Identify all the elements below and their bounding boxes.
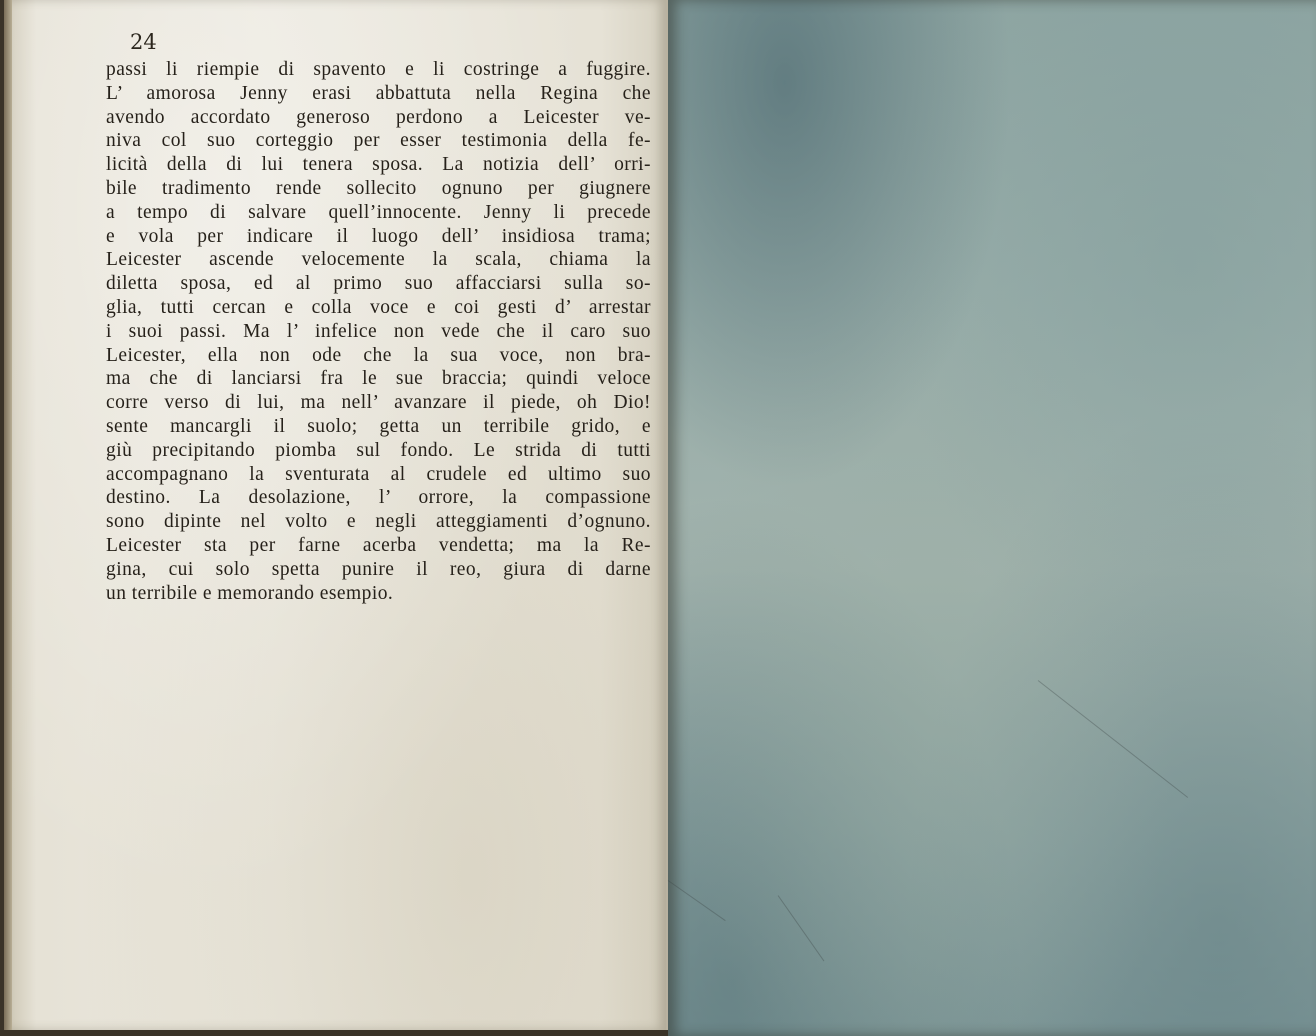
left-page — [10, 0, 668, 1030]
paper-crease — [668, 880, 726, 921]
text-line: un terribile e memorando esempio. — [106, 582, 394, 604]
text-line: accompagnano la sventurata al crudele ed ultimo suo — [106, 463, 651, 485]
text-line: bile tradimento rende sollecito ognuno per giugnere — [106, 177, 651, 199]
text-line: passi li riempie di spavento e li costringe a fuggire. — [106, 59, 651, 80]
text-line: licità della di lui tenera sposa. La notizia dell’ orri- — [106, 154, 651, 176]
text-line: e vola per indicare il luogo dell’ insidiosa trama; — [106, 225, 651, 247]
paper-crease — [1038, 680, 1188, 798]
page-text — [106, 58, 651, 605]
text-line: Leicester ascende velocemente la scala, chiama la — [106, 249, 651, 271]
text-line: gina, cui solo spetta punire il reo, giura di darne — [106, 558, 651, 580]
page-number: 24 — [130, 30, 157, 54]
blank-cover-page — [668, 0, 1316, 1036]
text-line: sente mancargli il suolo; getta un terribile grido, e — [106, 415, 651, 437]
text-line: Leicester, ella non ode che la sua voce, non bra- — [106, 344, 651, 366]
text-line: glia, tutti cercan e colla voce e coi gesti d’ arrestar — [106, 296, 651, 318]
text-line: niva col suo corteggio per esser testimonia della fe- — [106, 130, 651, 152]
text-line: corre verso di lui, ma nell’ avanzare il piede, oh Dio! — [106, 392, 651, 414]
text-line: a tempo di salvare quell’innocente. Jenny li precede — [106, 201, 651, 223]
text-line: sono dipinte nel volto e negli atteggiamenti d’ognuno. — [106, 511, 651, 533]
text-line: L’ amorosa Jenny erasi abbattuta nella Regina che — [106, 82, 651, 104]
text-line: ma che di lanciarsi fra le sue braccia; quindi veloce — [106, 368, 651, 390]
text-line: destino. La desolazione, l’ orrore, la compassione — [106, 487, 651, 509]
paper-crease — [778, 895, 825, 961]
text-line: diletta sposa, ed al primo suo affacciarsi sulla so- — [106, 273, 651, 295]
text-line: giù precipitando piomba sul fondo. Le strida di tutti — [106, 439, 651, 461]
text-line: avendo accordato generoso perdono a Leicester ve- — [106, 106, 651, 128]
text-line: i suoi passi. Ma l’ infelice non vede che il caro suo — [106, 320, 651, 342]
text-line: Leicester sta per farne acerba vendetta; ma la Re- — [106, 534, 651, 556]
